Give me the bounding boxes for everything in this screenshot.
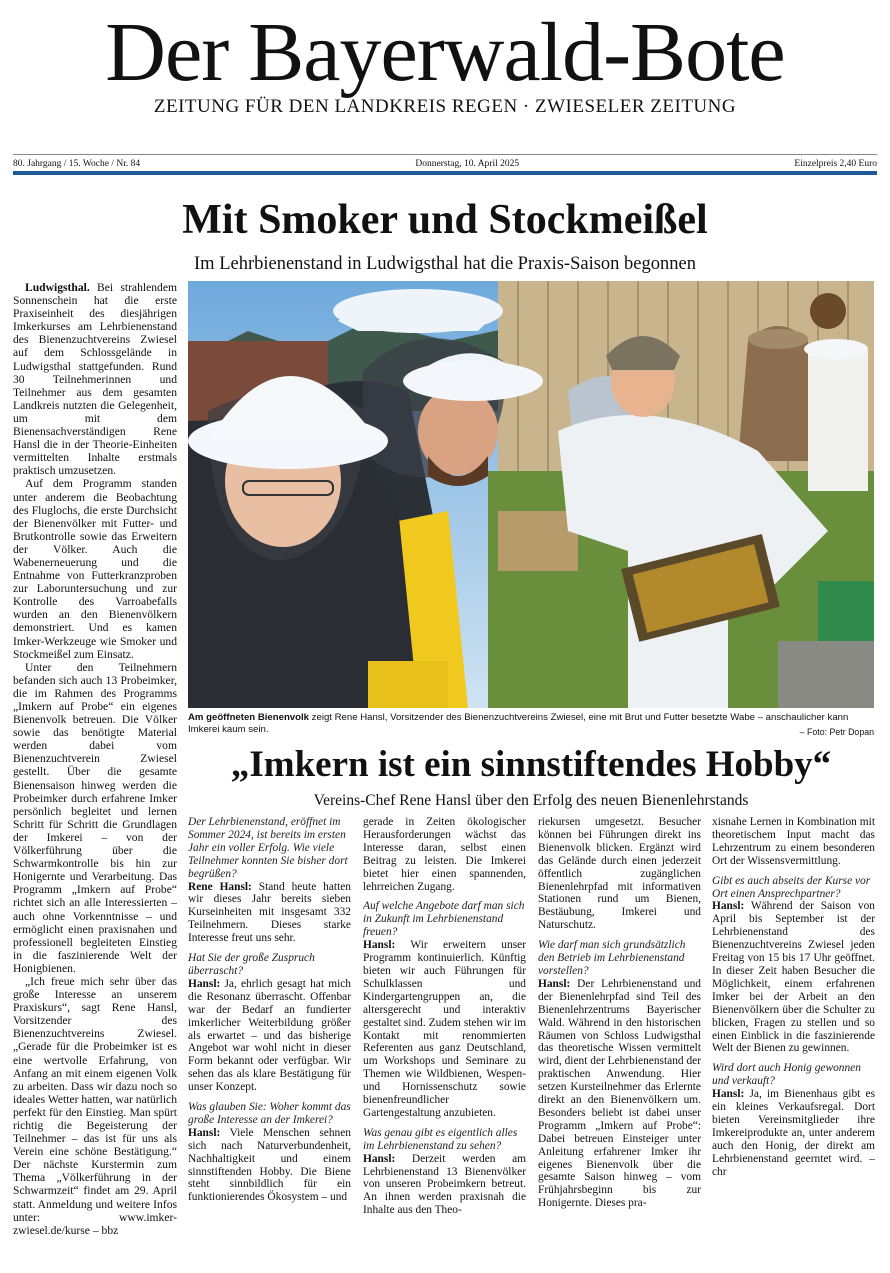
article-paragraph: Ludwigsthal. Bei strahlendem Sonnenschein hat die erste Praxiseinheit des diesjährigen Imkerkurses am Lehrbienenstand des Bienenzuchtvereins Zwiesel auf dem Schlossgelände in Ludwigsthal stattgefunden. Rund 30 Teilnehmerinnen und Teilnehmer aus dem gesamten Landkreis nutzten die Gelegenheit, um mit dem Bienensachverständigen Rene Hansl die in der Theorie-Einheiten vermittelten Inhalte erstmals praktisch umzusetzen. xyxy=(13,281,177,478)
interview-column-4 xyxy=(712,816,875,1261)
caption-lead: Am geöffneten Bienenvolk xyxy=(188,712,310,723)
interview-paragraph: gerade in Zeiten ökologischer Herausforderungen wächst das Interesse daran, selbst einen Beitrag zu leisten. Die Imkerei bietet hier einen spannenden, lehrreichen Zugang. xyxy=(363,816,526,893)
interview-speaker: Hansl: xyxy=(712,1088,745,1101)
interview-speaker: Hansl: xyxy=(538,977,571,990)
newspaper-title: Der Bayerwald-Bote xyxy=(105,6,785,99)
interview-paragraph: riekursen umgesetzt. Besucher können bei Führungen direkt ins Bienenvolk blicken. Ergänzt wird das Gelände durch einen jederzeit öffentlich zugänglichen Bienenlehrpfad mit informativen Stationen rund um Bienen, Bestäubung, Imkerei und Naturschutz. xyxy=(538,816,701,932)
interview-answer: Hansl: Ja, ehrlich gesagt hat mich die Resonanz überrascht. Offenbar war der Bedarf an fundierter imkerlicher Weiterbildung größer als erwartet – und das bisherige Angebot war wohl nicht in dieser Form bekannt oder verfügbar. Wir sehen das als klare Bestätigung für unser Konzept. xyxy=(188,977,351,1094)
issue-info-bar xyxy=(13,154,877,169)
beekeeping-photo-illustration xyxy=(188,281,874,708)
article-headline: Mit Smoker und Stockmeißel xyxy=(182,197,708,243)
interview-question: Was genau gibt es eigentlich alles im Lehrbienenstand zu sehen? xyxy=(363,1126,518,1152)
header-divider xyxy=(13,171,877,175)
interview-question: Hat Sie der große Zuspruch überrascht? xyxy=(188,952,315,977)
interview-answer: Hansl: Der Lehrbienenstand und der Bienenlehrpfad sind Teil des Bienenlehrzentrums Bayerischer Wald. Während in den historischen Räumen von Schloss Ludwigsthal das theoretische Wissen vermittelt wird, dient der Lehrbienenstand der praktischen Anwendung. Hier setzen Kursteilnehmer das Erlernte direkt an den Bienenvölkern um. Besonders beliebt ist dabei unser Programm „Imkern auf Probe“: Dabei betreuen Einsteiger unter Anleitung erfahrener Imker ihr eigenes Bienenvolk über die gesamte Saison hinweg – vom Frühjahrsbeginn bis zur Honigernte. Dieses pra- xyxy=(538,977,701,1210)
interview-question: Auf welche Angebote darf man sich in Zukunft im Lehrbienenstand freuen? xyxy=(363,900,525,939)
interview-headline: „Imkern ist ein sinnstiftendes Hobby“ xyxy=(230,744,832,785)
interview-question: Wird dort auch Honig gewonnen und verkauft? xyxy=(712,1062,861,1088)
article-paragraph: Auf dem Programm standen unter anderem die Beobachtung des Fluglochs, die erste Durchsicht der Bienenvölker mit Futter- und Brutkontrolle sowie das Erweitern der Völker. Auch die Wabenerneuerung und die Entnahme von Futterkranzproben zur Laboruntersuchung und zur Kontrolle des Varroabefalls wurden an den Bienenvölkern demonstriert. Und es kamen Imker-Werkzeuge wie Smoker und Stockmeißel zum Einsatz. xyxy=(13,477,177,661)
interview-answer: Hansl: Wir erweitern unser Programm kontinuierlich. Künftig bieten wir auch Führungen für Schulklassen und Kindergartengruppen an, die altersgerecht und interaktiv gestaltet sind. Zudem stehen wir im Kontakt mit renommierten Referenten aus ganz Deutschland, um Workshops und Seminare zu Themen wie Wildbienen, Wespen- und Hornissenschutz sowie bienenfreundlicher Gartengestaltung anzubieten. xyxy=(363,939,526,1119)
interview-subheadline: Vereins-Chef Rene Hansl über den Erfolg des neuen Bienenlehrstands xyxy=(313,792,749,809)
interview-column-2 xyxy=(363,816,526,1261)
masthead xyxy=(0,8,890,118)
interview-answer: Hansl: Während der Saison von April bis September ist der Lehrbienenstand des Bienenzuchtvereins Zwiesel jeden Freitag von 15 bis 17 Uhr geöffnet. In dieser Zeit haben Besucher die Möglichkeit, einem erfahrenen Imker bei der Arbeit an den Bienenvölkern über die Schulter zu blicken, Fragen zu stellen und so einen Einblick in die faszinierende Welt der Bienen zu gewinnen. xyxy=(712,900,875,1055)
article-subheadline: Im Lehrbienenstand in Ludwigsthal hat die Praxis-Saison begonnen xyxy=(194,254,696,274)
beekeeping-photo xyxy=(188,281,874,708)
interview-answer: Hansl: Derzeit werden am Lehrbienenstand 13 Bienenvölker von unseren Probeimkern betreut. An ihnen werden praxisnah die Inhalte aus den Theo- xyxy=(363,1152,526,1217)
article-paragraph: Unter den Teilnehmern befanden sich auch 13 Probeimker, die im Rahmen des Programms „Imkern auf Probe“ ein eigenes Bienenvolk betreuen. Die Völker sowie das benötigte Material werden dabei vom Bienenzuchtverein Zwiesel gestellt. Über die gesamte Bienensaison hinweg werden die Probeimker durch erfahrene Imker persönlich begleitet und lernen Schritt für Schritt die Grundlagen der Imkerei – von der Völkerführung über die Schwarmkontrolle bis hin zur Honigernte und Verarbeitung. Das Programm „Imkern auf Probe“ richtet sich an alle Interessierten – auch ohne Vorkenntnisse – und ermöglicht einen praxisnahen und professionell begleiteten Einstieg in die faszinierende Welt der Honigbienen. xyxy=(13,660,177,975)
article-body xyxy=(13,281,177,1261)
photo-credit: – Foto: Petr Dopan xyxy=(799,727,874,737)
interview-question: Der Lehrbienenstand, eröffnet im Sommer 2024, ist bereits im ersten Jahr ein voller Erfolg. Wie viele Teilnehmer konnten Sie bisher dort begrüßen? xyxy=(188,816,348,880)
interview-speaker: Rene Hansl: xyxy=(188,880,252,893)
interview-speaker: Hansl: xyxy=(363,939,396,952)
interview-column-3 xyxy=(538,816,701,1261)
interview-answer: Hansl: Viele Menschen sehnen sich nach Naturverbundenheit, Nachhaltigkeit und einem sinnstiftenden Hobby. Die Biene steht sinnbildlich für ein funktionierendes Ökosystem – und xyxy=(188,1126,351,1204)
issue-price: Einzelpreis 2,40 Euro xyxy=(794,159,877,169)
issue-date: Donnerstag, 10. April 2025 xyxy=(415,159,520,169)
interview-speaker: Hansl: xyxy=(363,1152,396,1165)
dateline: Ludwigsthal. xyxy=(25,281,90,294)
issue-number: 80. Jahrgang / 15. Woche / Nr. 84 xyxy=(13,159,141,169)
interview-column-1 xyxy=(188,816,351,1261)
interview-question: Gibt es auch abseits der Kurse vor Ort einen Ansprechpartner? xyxy=(712,874,871,900)
interview-answer: Hansl: Ja, im Bienenhaus gibt es ein kleines Verkaufsregal. Dort bieten Vereinsmitglieder ihre Imkereiprodukte an, unter anderem auch den Honig, der direkt am Lehrbienenstand geerntet wird. – chr xyxy=(712,1088,875,1178)
caption-text: zeigt Rene Hansl, Vorsitzender des Bienenzuchtvereins Zwiesel, eine mit Brut und Futter besetzte Wabe – anschaulicher kann Imkerei kaum sein. xyxy=(188,712,849,735)
newspaper-subtitle: ZEITUNG FÜR DEN LANDKREIS REGEN · ZWIESELER ZEITUNG xyxy=(153,96,737,117)
interview-paragraph: xisnahe Lernen in Kombination mit theoretischem Input macht das Lehrzentrum zu einem besonderen Ort der Wissensvermittlung. xyxy=(712,816,875,867)
interview-speaker: Hansl: xyxy=(188,977,221,990)
interview-speaker: Hansl: xyxy=(712,900,745,913)
article-paragraph: „Ich freue mich sehr über das große Interesse an unserem Praxiskurs“, sagt Rene Hansl, Vorsitzender des Bienenzuchtvereins Zwiesel. „Gerade für die Probeimker ist es eine wertvolle Erfahrung, von Anfang an mit einem eigenen Volk zu arbeiten. Dass wir dazu noch so ideales Wetter hatten, war natürlich perfekt für den Einstieg. Man spürt richtig die Begeisterung der Teilnehmer – das ist für uns als Verein eine schöne Bestätigung.“ Der nächste Kurstermin zum Thema „Völkerführung in der Schwarmzeit“ findet am 29. April statt. Anmeldung und weitere Infos unter: www.imker-zwiesel.de/kurse – bbz xyxy=(13,974,177,1237)
interview-answer: Rene Hansl: Stand heute hatten wir dieses Jahr bereits sieben Kurseinheiten mit insgesamt 332 Teilnehmern. Dieses starke Interesse freut uns sehr. xyxy=(188,880,351,945)
interview-question: Wie darf man sich grundsätzlich den Betrieb im Lehrbienenstand vorstellen? xyxy=(538,939,686,977)
interview-question: Was glauben Sie: Woher kommt das große Interesse an der Imkerei? xyxy=(188,1101,351,1126)
interview-speaker: Hansl: xyxy=(188,1126,221,1139)
